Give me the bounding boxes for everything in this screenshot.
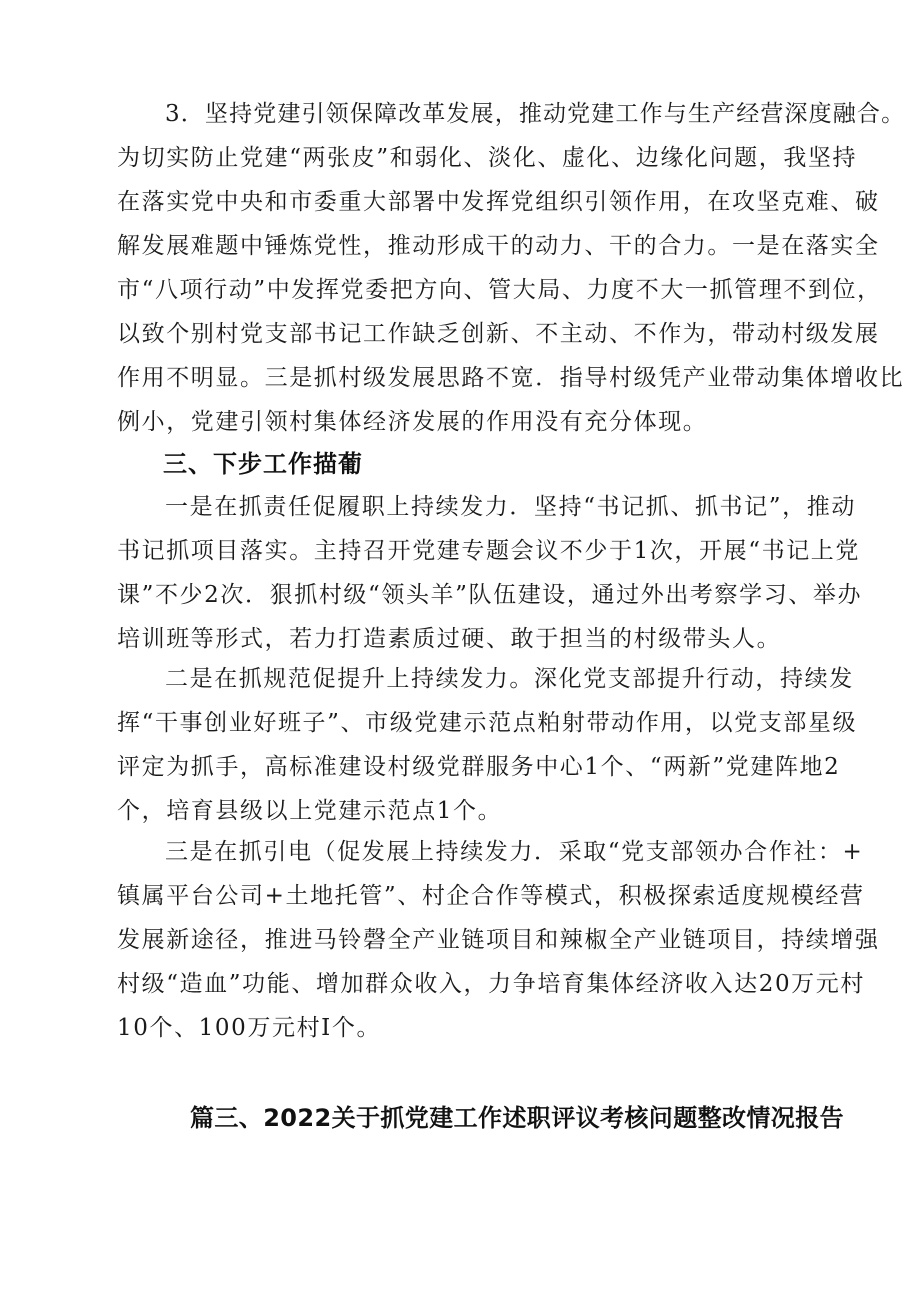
paragraph-line: 发展新途径，推进马铃磬全产业链项目和辣椒全产业链项目，持续增强 bbox=[117, 927, 880, 953]
paragraph-line: 三是在抓引电（促发展上持续发力．采取“党支部领办合作社：+ bbox=[165, 839, 864, 865]
paragraph-line: 个，培育县级以上党建示范点1个。 bbox=[117, 798, 503, 824]
section-heading: 三、下步工作描葡 bbox=[163, 450, 363, 478]
paragraph-line: 一是在抓责任促履职上持续发力．坚持“书记抓、抓书记”，推动 bbox=[165, 494, 856, 520]
paragraph-line: 解发展难题中锤炼党性，推动形成干的动力、干的合力。一是在落实全 bbox=[117, 233, 880, 259]
paragraph-line: 在落实党中央和市委重大部署中发挥党组织引领作用，在攻坚克难、破 bbox=[117, 189, 880, 215]
article-title: 篇三、2022关于抓党建工作述职评议考核问题整改情况报告 bbox=[190, 1104, 844, 1132]
paragraph-line: 二是在抓规范促提升上持续发力。深化党支部提升行动，持续发 bbox=[165, 666, 854, 692]
paragraph-line: 例小，党建引领村集体经济发展的作用没有充分体现。 bbox=[117, 409, 708, 435]
paragraph-line: 课”不少2次．狠抓村级“领头羊”队伍建设，通过外出考察学习、举办 bbox=[117, 582, 863, 608]
paragraph-line: 作用不明显。三是抓村级发展思路不宽．指导村级凭产业带动集体增收比 bbox=[117, 365, 905, 391]
paragraph-line: 书记抓项目落实。主持召开党建专题会议不少于1次，开展“书记上党 bbox=[117, 538, 860, 564]
paragraph-line: 评定为抓手，高标准建设村级党群服务中心1个、“两新”党建阵地2 bbox=[117, 754, 841, 780]
paragraph-line: 3．坚持党建引领保障改革发展，推动党建工作与生产经营深度融合。 bbox=[165, 101, 906, 127]
paragraph-line: 10个、100万元村I个。 bbox=[117, 1015, 382, 1041]
paragraph-line: 培训班等形式，若力打造素质过硬、敢于担当的村级带头人。 bbox=[117, 626, 782, 652]
paragraph-line: 市“八项行动”中发挥党委把方向、管大局、力度不大一抓管理不到位， bbox=[117, 277, 882, 303]
paragraph-line: 村级“造血”功能、增加群众收入，力争培育集体经济收入达20万元村 bbox=[117, 971, 865, 997]
paragraph-line: 为切实防止党建“两张皮”和弱化、淡化、虚化、边缘化问题，我坚持 bbox=[117, 145, 858, 171]
paragraph-line: 镇属平台公司+土地托管”、村企合作等模式，积极探索适度规模经营 bbox=[117, 883, 865, 909]
paragraph-line: 挥“干事创业好班子”、市级党建示范点粕射带动作用，以党支部星级 bbox=[117, 710, 858, 736]
paragraph-line: 以致个别村党支部书记工作缺乏创新、不主动、不作为，带动村级发展 bbox=[117, 321, 880, 347]
